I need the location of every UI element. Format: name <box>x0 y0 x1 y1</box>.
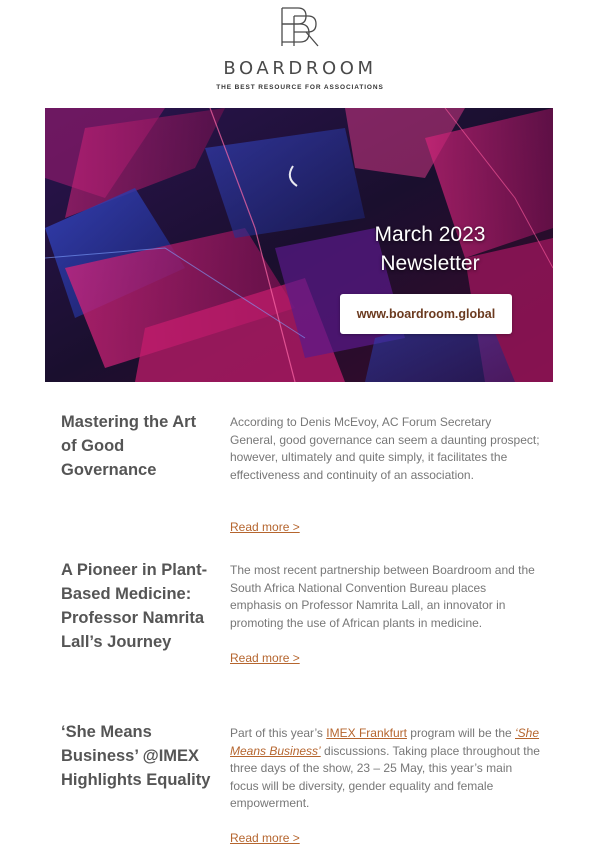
imex-frankfurt-link[interactable]: IMEX Frankfurt <box>326 726 407 740</box>
article-3-body-part3: discussions. Taking place throughout the three days of the show, 23 – 25 May, this year’s main focus will be diversity, gender equality and female empowerment. <box>230 743 540 811</box>
article-2-body: The most recent partnership between Boardroom and the South Africa National Convention Bureau places emphasis on Professor Namrita Lall, an innovator in promoting the use of African plants in medicine. <box>230 563 535 630</box>
hero-banner <box>45 108 553 382</box>
newsletter-header <box>0 0 600 108</box>
article-3-body-part2: program will be the <box>406 726 515 740</box>
hero-title-line2: Newsletter <box>380 252 480 275</box>
article-3-title[interactable]: ‘She Means Business’ @IMEX Highlights Equality <box>61 723 211 789</box>
boardroom-monogram-icon[interactable] <box>276 6 322 48</box>
article-1-title[interactable]: Mastering the Art of Good Governance <box>61 413 197 479</box>
website-button[interactable]: www.boardroom.global <box>340 294 512 334</box>
article-3-read-more-link[interactable]: Read more > <box>230 831 300 845</box>
brand-name: BOARDROOM <box>223 58 377 79</box>
article-3-body <box>230 725 540 813</box>
brand-tagline: THE BEST RESOURCE FOR ASSOCIATIONS <box>216 84 384 91</box>
hero-title-line1: March 2023 <box>374 223 486 246</box>
she-means-business-link[interactable]: ‘She Means Business’ <box>230 726 540 758</box>
hero-title <box>345 220 515 278</box>
article-3-body-part1: Part of this year’s <box>230 726 327 740</box>
article-2-read-more-link[interactable]: Read more > <box>230 651 300 665</box>
article-1-read-more-link[interactable]: Read more > <box>230 520 300 534</box>
article-2-title[interactable]: A Pioneer in Plant-Based Medicine: Professor Namrita Lall’s Journey <box>61 561 208 651</box>
article-1-body: According to Denis McEvoy, AC Forum Secretary General, good governance can seem a daunting prospect; however, ultimately and quite simply, it facilitates the effectiveness and continuity of an association. <box>230 415 540 482</box>
